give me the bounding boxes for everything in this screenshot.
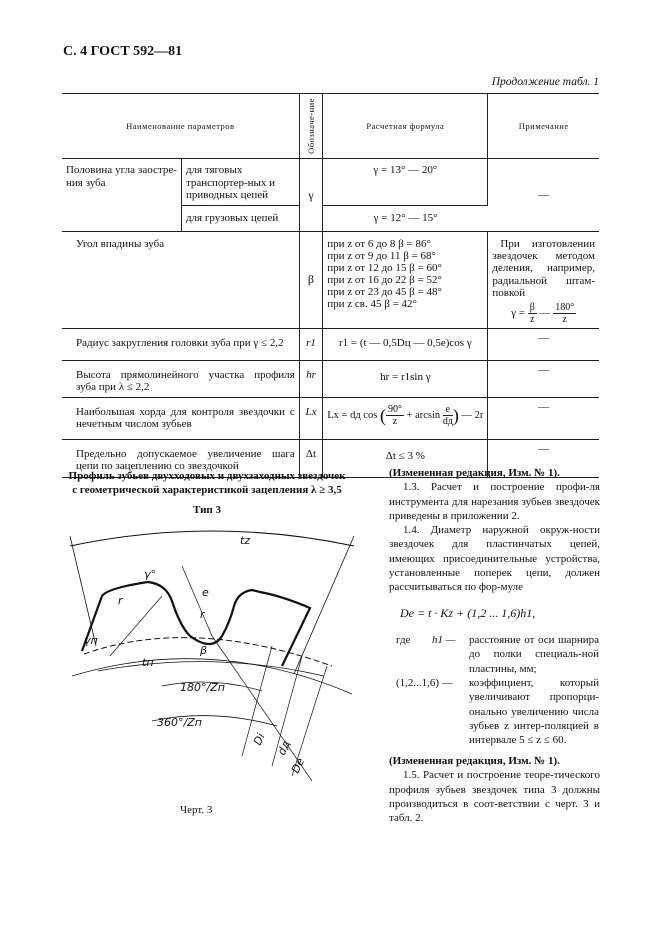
label-tz: tz <box>240 534 251 547</box>
right-column-bottom <box>389 754 600 825</box>
row-cavity-note: При изготовлении звездочек методом деления, например, радиальной штам-повкой γ = $\frac{\beta}{z}$ — $\frac{180^\circ}{z}$ <box>488 231 599 328</box>
header-formula: Расчетная формула <box>323 94 488 159</box>
note-formula: γ = $\frac{\beta}{z}$ — $\frac{180^\circ}{z}$ <box>511 301 575 325</box>
row-cavity-formula: при z от 6 до 8 β = 86° при z от 9 до 11 β = 68° при z от 12 до 15 β = 60° при z от 16 до 22 β = 52° при z от 23 до 45 β = 48° при z св. 45 β = 42° <box>323 231 488 328</box>
label-di: Di <box>250 731 268 748</box>
label-gamma: γ° <box>144 568 157 581</box>
table-continuation-label: Продолжение табл. 1 <box>491 76 599 88</box>
table-row <box>62 397 599 439</box>
tp-dimension-line <box>98 662 324 676</box>
row-pitch-symbol: Δt <box>299 439 323 477</box>
row-half-angle-symbol: γ <box>299 159 323 232</box>
header-note: Примечание <box>488 94 599 159</box>
row-chord-note: — <box>488 397 599 439</box>
label-beta: β <box>200 644 208 657</box>
page-header: С. 4 ГОСТ 592—81 <box>63 44 183 59</box>
row-chord-name: Наибольшая хорда для контроля звездочки с нечетным числом зубьев <box>62 397 299 439</box>
h1-text: расстояние от оси шарнира до полки специаль-ной пластины, мм; <box>469 634 599 675</box>
paragraph-1-4: 1.4. Диаметр наружной окруж-ности звездочек для пластинчатых цепей, имеющих присоединительные устройства, установленные поперек цепи, должен рассчитываться по фор-муле <box>389 524 600 594</box>
label-gamma-n: γп <box>84 634 98 647</box>
row-radius-note: — <box>488 328 599 360</box>
row-pitch-note: — <box>488 439 599 477</box>
figure-caption-line1: Профиль зубьев двухходовых и двухзаходных звездочек <box>68 470 346 482</box>
row-half-angle-sub1: для тяговых транспортер-ных и приводных цепей <box>181 159 299 206</box>
tz-dimension-arc <box>70 531 354 546</box>
label-e: e <box>202 586 209 599</box>
figure-footer: Черт. 3 <box>180 804 213 816</box>
sprocket-profile-drawing <box>62 526 362 781</box>
row-radius-formula: r1 = (t — 0,5Dц — 0,5e)cos γ <box>323 328 488 360</box>
label-dd: dд <box>274 738 293 758</box>
row-half-angle-note: — <box>488 159 599 232</box>
row-pitch-formula: Δt ≤ 3 % <box>323 439 488 477</box>
row-height-formula: hr = r1sin γ <box>323 360 488 397</box>
gamma-leader <box>182 566 212 636</box>
table-header-row <box>62 94 599 159</box>
where-label: где <box>396 634 411 646</box>
tooth-profile <box>82 582 310 666</box>
h1-symbol: h1 — <box>432 634 456 646</box>
row-half-angle-formula2: γ = 12° — 15° <box>323 205 488 231</box>
row-cavity-name: Угол впадины зуба <box>62 231 299 328</box>
left-extension-line <box>70 536 96 646</box>
edit-note-2: (Измененная редакция, Изм. № 1). <box>389 755 560 767</box>
row-half-angle-name: Половина угла заостре-ния зуба <box>62 159 181 232</box>
row-half-angle-formula1: γ = 13° — 20° <box>323 159 488 206</box>
paragraph-1-3: 1.3. Расчет и построение профи-ля инструмента для нарезания зубьев звездочек приведены в приложении 2. <box>389 481 600 522</box>
row-radius-symbol: r1 <box>299 328 323 360</box>
parameters-table <box>62 93 599 478</box>
label-r-small: r <box>200 608 205 621</box>
coef-symbol: (1,2...1,6) — <box>396 677 453 689</box>
row-pitch-name: Предельно допускаемое увеличение шага цепи по зацеплению со звездочкой <box>62 439 299 477</box>
header-symbol: Обозначе-ние <box>305 98 316 154</box>
table-row <box>62 231 599 328</box>
label-de: De <box>288 755 308 776</box>
row-cavity-symbol: β <box>299 231 323 328</box>
row-height-note: — <box>488 360 599 397</box>
row-radius-name: Радиус закругления головки зуба при γ ≤ 2,2 <box>62 328 299 360</box>
table-row <box>62 360 599 397</box>
paragraph-1-5: 1.5. Расчет и построение теоре-тического профиля зубьев звездочек типа 3 должны производиться в соот-ветствии с черт. 3 и табл. 2. <box>389 769 600 825</box>
figure-caption-line2: с геометрической характеристикой зацепления λ ≥ 3,5 <box>72 484 342 496</box>
row-height-name: Высота прямолинейного участка профиля зуба при λ ≤ 2,2 <box>62 360 299 397</box>
row-chord-symbol: Lx <box>299 397 323 439</box>
table-row <box>62 159 599 206</box>
row-half-angle-sub2: для грузовых цепей <box>181 205 299 231</box>
label-angle-180: 180°/Zп <box>180 681 225 694</box>
label-angle-360: 360°/Zп <box>157 716 202 729</box>
de-formula: De = t · Kz + (1,2 ... 1,6)h1, <box>400 606 536 620</box>
row-height-symbol: hr <box>299 360 323 397</box>
right-column-top <box>389 466 600 595</box>
row-chord-formula: Lx = dд cos ( $\frac{90^\circ}{z}$ + arcsin $\frac{e}{dд}$ ) — 2r <box>323 397 488 439</box>
header-name: Наименование параметров <box>62 94 299 159</box>
coef-text: коэффициент, который увеличивают пропорци-онально увеличению числа зубьев z интер-поляцией в интервале 5 ≤ z ≤ 60. <box>469 677 599 747</box>
table-row <box>62 328 599 360</box>
label-r: r <box>118 594 123 607</box>
label-tn: tп <box>142 656 154 669</box>
edit-note-1: (Измененная редакция, Изм. № 1). <box>389 467 560 479</box>
figure-type-label: Тип 3 <box>193 504 221 516</box>
